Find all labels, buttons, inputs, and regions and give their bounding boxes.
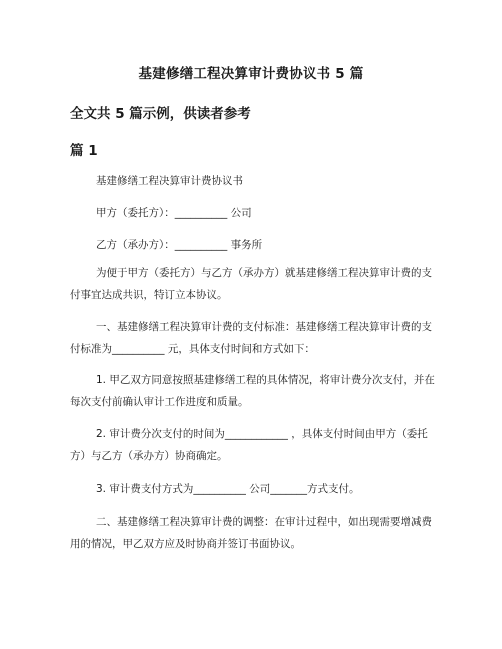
paragraph-party-b: 乙方（承办方）：__________ 事务所 bbox=[96, 239, 263, 251]
document-subtitle: 全文共 5 篇示例，供读者参考 bbox=[70, 106, 251, 122]
paragraph-agreement-name: 基建修缮工程决算审计费协议书 bbox=[96, 175, 243, 187]
paragraph-clause-1-2: 2. 审计费分次支付的时间为____________ ，具体支付时间由甲方（委托方）与乙方（承办方）协商确定。 bbox=[70, 428, 428, 462]
paragraph-preamble: 为便于甲方（委托方）与乙方（承办方）就基建修缮工程决算审计费的支付事宜达成共识，特订立本协议。 bbox=[70, 267, 432, 301]
paragraph-party-a: 甲方（委托方）：__________ 公司 bbox=[96, 207, 252, 219]
document-title: 基建修缮工程决算审计费协议书 5 篇 bbox=[138, 66, 364, 82]
paragraph-clause-1-1: 1. 甲乙双方同意按照基建修缮工程的具体情况，将审计费分次支付，并在每次支付前确认审计工作进度和质量。 bbox=[70, 374, 435, 408]
paragraph-clause-1: 一、基建修缮工程决算审计费的支付标准：基建修缮工程决算审计费的支付标准为__________ 元，具体支付时间和方式如下： bbox=[70, 321, 432, 355]
section-heading: 篇 1 bbox=[70, 143, 98, 159]
paragraph-clause-2: 二、基建修缮工程决算审计费的调整：在审计过程中，如出现需要增减费用的情况，甲乙双方应及时协商并签订书面协议。 bbox=[70, 516, 432, 550]
paragraph-clause-1-3: 3. 审计费支付方式为__________ 公司_______方式支付。 bbox=[96, 483, 360, 495]
